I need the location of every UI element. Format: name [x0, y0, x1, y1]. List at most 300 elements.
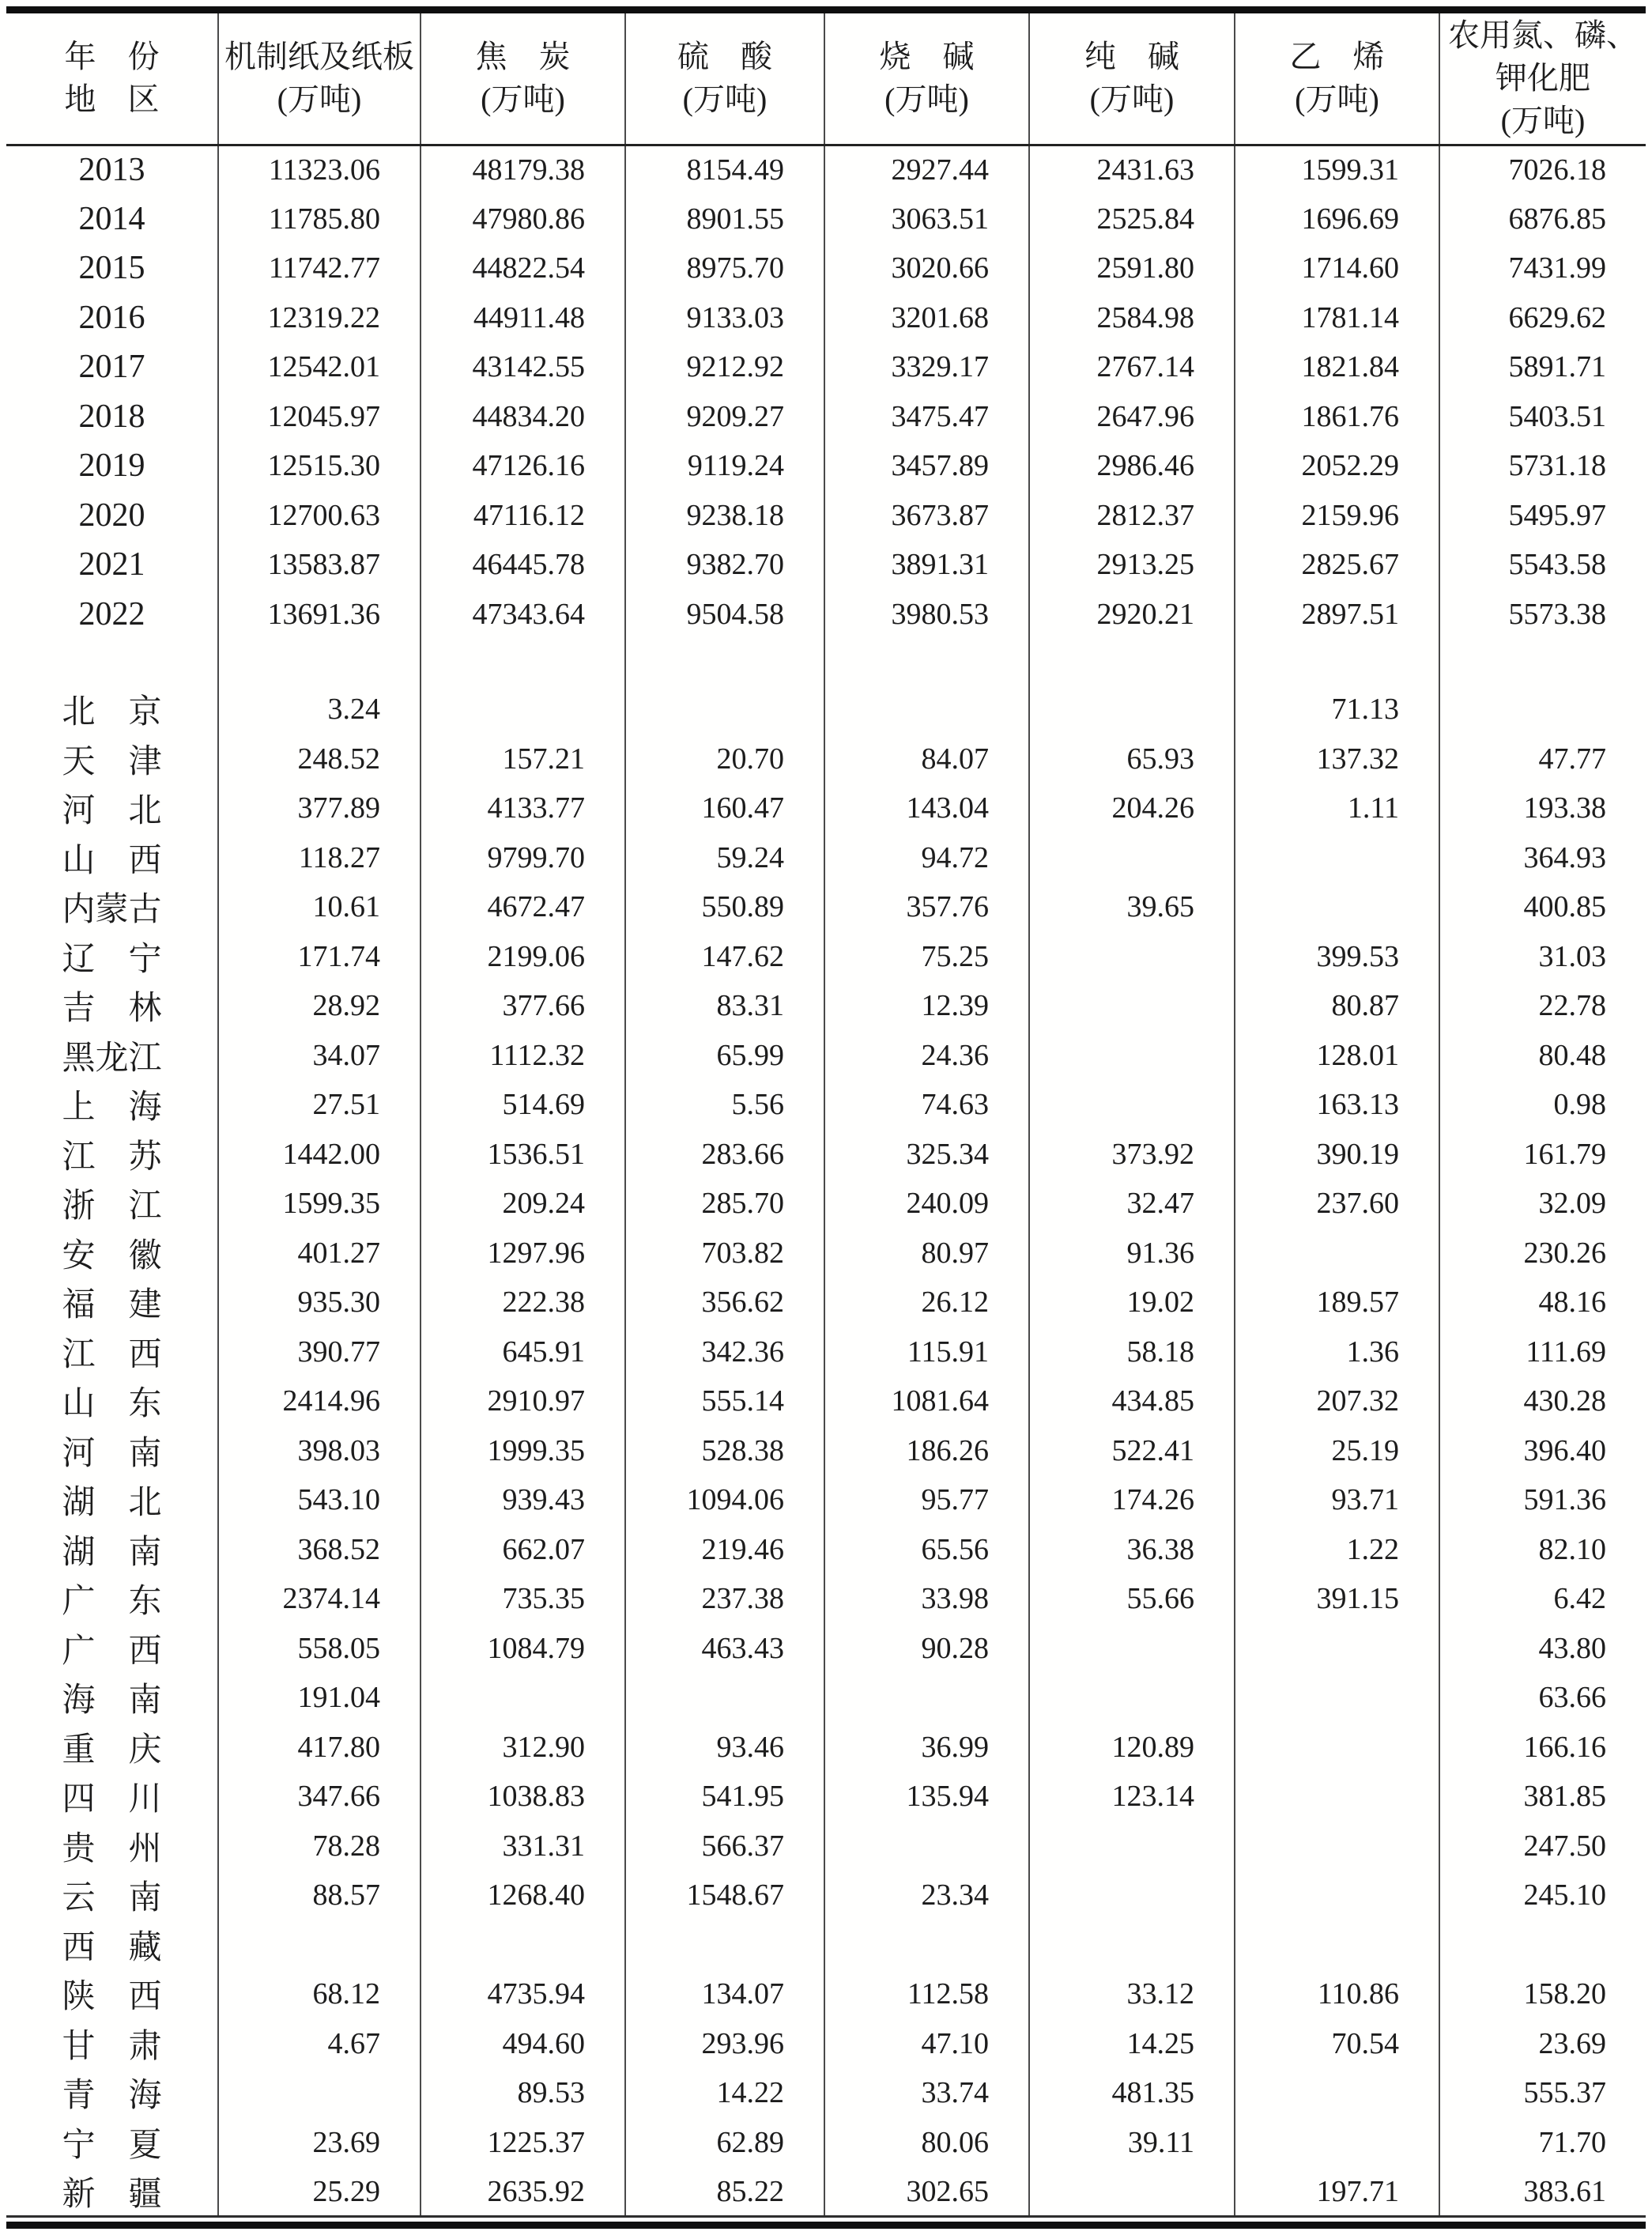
value-cell: 5891.71: [1439, 342, 1646, 392]
row-label: 辽 宁: [62, 941, 162, 978]
value-cell: 46445.78: [421, 540, 625, 590]
value-cell: 6876.85: [1439, 194, 1646, 244]
row-label: 广 东: [62, 1584, 162, 1621]
row-label: 江 苏: [62, 1138, 162, 1176]
value-cell: 2647.96: [1029, 392, 1235, 442]
value-cell: 566.37: [625, 1822, 824, 1871]
row-label: 江 西: [62, 1336, 162, 1373]
value-cell: 390.19: [1235, 1130, 1439, 1180]
value-cell: 463.43: [625, 1624, 824, 1674]
value-cell: 34.07: [218, 1031, 421, 1081]
column-header-sulfuric: [625, 13, 824, 145]
value-cell: 204.26: [1029, 783, 1235, 833]
value-cell: 5495.97: [1439, 491, 1646, 541]
header-line: 钾化肥: [1495, 60, 1590, 96]
value-cell: 84.07: [824, 734, 1029, 784]
value-cell: 14.25: [1029, 2019, 1235, 2069]
value-cell: 2812.37: [1029, 491, 1235, 541]
value-cell: 161.79: [1439, 1130, 1646, 1180]
value-cell: 14.22: [625, 2068, 824, 2118]
value-cell: 33.12: [1029, 1969, 1235, 2019]
region-row: [6, 1772, 1646, 1822]
value-cell: 3020.66: [824, 244, 1029, 293]
value-cell: 137.32: [1235, 734, 1439, 784]
value-cell: 36.38: [1029, 1525, 1235, 1575]
region-row: [6, 2118, 1646, 2168]
value-cell: 939.43: [421, 1475, 625, 1525]
value-cell: 186.26: [824, 1426, 1029, 1476]
region-row: [6, 1920, 1646, 1970]
value-cell: 4.67: [218, 2019, 421, 2069]
value-cell: [1439, 1920, 1646, 1970]
row-label: 四 川: [62, 1781, 162, 1818]
value-cell: 62.89: [625, 2118, 824, 2168]
value-cell: 43.80: [1439, 1624, 1646, 1674]
value-cell: 2767.14: [1029, 342, 1235, 392]
value-cell: 1442.00: [218, 1130, 421, 1180]
value-cell: [1235, 1229, 1439, 1278]
region-row: [6, 1624, 1646, 1674]
region-row: [6, 1426, 1646, 1476]
region-row: [6, 734, 1646, 784]
value-cell: 163.13: [1235, 1080, 1439, 1130]
value-cell: 331.31: [421, 1822, 625, 1871]
row-label: 天 津: [62, 743, 162, 780]
value-cell: 80.06: [824, 2118, 1029, 2168]
production-table: [6, 13, 1646, 2218]
value-cell: 85.22: [625, 2167, 824, 2217]
value-cell: 80.97: [824, 1229, 1029, 1278]
spacer-cell: [1439, 639, 1646, 685]
value-cell: 430.28: [1439, 1376, 1646, 1426]
value-cell: 2897.51: [1235, 590, 1439, 640]
row-label: 2014: [78, 200, 145, 237]
value-cell: 3329.17: [824, 342, 1029, 392]
value-cell: 373.92: [1029, 1130, 1235, 1180]
value-cell: 383.61: [1439, 2167, 1646, 2217]
spacer-cell: [1029, 639, 1235, 685]
region-row: [6, 1179, 1646, 1229]
value-cell: 6629.62: [1439, 293, 1646, 343]
row-label: 黑龙江: [62, 1040, 162, 1077]
value-cell: [1029, 1871, 1235, 1920]
column-header-ethylene: [1235, 13, 1439, 145]
value-cell: 197.71: [1235, 2167, 1439, 2217]
value-cell: 65.93: [1029, 734, 1235, 784]
value-cell: 342.36: [625, 1327, 824, 1377]
value-cell: 5573.38: [1439, 590, 1646, 640]
value-cell: [1029, 1080, 1235, 1130]
row-label: 河 北: [62, 793, 162, 830]
value-cell: [1029, 1031, 1235, 1081]
value-cell: 47.77: [1439, 734, 1646, 784]
value-cell: 1225.37: [421, 2118, 625, 2168]
region-row: [6, 1278, 1646, 1327]
header-line: (万吨): [1500, 103, 1586, 139]
row-label: 内蒙古: [62, 892, 162, 929]
region-row: [6, 685, 1646, 734]
value-cell: 514.69: [421, 1080, 625, 1130]
value-cell: 2927.44: [824, 145, 1029, 194]
header-line: 纯 碱: [1084, 39, 1179, 75]
value-cell: [1029, 1920, 1235, 1970]
region-row: [6, 1871, 1646, 1920]
value-cell: 63.66: [1439, 1673, 1646, 1723]
value-cell: 135.94: [824, 1772, 1029, 1822]
value-cell: 522.41: [1029, 1426, 1235, 1476]
header-line: 烧 碱: [879, 39, 975, 75]
value-cell: 312.90: [421, 1723, 625, 1773]
value-cell: 935.30: [218, 1278, 421, 1327]
value-cell: 381.85: [1439, 1772, 1646, 1822]
header-line: 乙 烯: [1289, 39, 1385, 75]
value-cell: 645.91: [421, 1327, 625, 1377]
value-cell: 70.54: [1235, 2019, 1439, 2069]
region-row: [6, 1376, 1646, 1426]
value-cell: [1235, 1920, 1439, 1970]
value-cell: 143.04: [824, 783, 1029, 833]
value-cell: 283.66: [625, 1130, 824, 1180]
value-cell: [1235, 1772, 1439, 1822]
column-header-soda_ash: [1029, 13, 1235, 145]
value-cell: 8154.49: [625, 145, 824, 194]
row-label: 2018: [78, 398, 145, 435]
value-cell: 391.15: [1235, 1574, 1439, 1624]
value-cell: 9382.70: [625, 540, 824, 590]
year-row: [6, 145, 1646, 194]
value-cell: 1081.64: [824, 1376, 1029, 1426]
column-header-paper: [218, 13, 421, 145]
value-cell: 11323.06: [218, 145, 421, 194]
value-cell: 91.36: [1029, 1229, 1235, 1278]
value-cell: 157.21: [421, 734, 625, 784]
value-cell: 120.89: [1029, 1723, 1235, 1773]
value-cell: 2825.67: [1235, 540, 1439, 590]
value-cell: 494.60: [421, 2019, 625, 2069]
value-cell: 12319.22: [218, 293, 421, 343]
value-cell: [1235, 2118, 1439, 2168]
value-cell: 5.56: [625, 1080, 824, 1130]
value-cell: [625, 1920, 824, 1970]
value-cell: 237.38: [625, 1574, 824, 1624]
header-line: 硫 酸: [677, 39, 772, 75]
value-cell: 0.98: [1439, 1080, 1646, 1130]
spacer-cell: [421, 639, 625, 685]
value-cell: [1029, 1822, 1235, 1871]
value-cell: 47126.16: [421, 441, 625, 491]
value-cell: 357.76: [824, 882, 1029, 932]
row-label: 湖 南: [62, 1534, 162, 1571]
value-cell: 2920.21: [1029, 590, 1235, 640]
value-cell: 1094.06: [625, 1475, 824, 1525]
value-cell: 356.62: [625, 1278, 824, 1327]
value-cell: 12700.63: [218, 491, 421, 541]
value-cell: 93.71: [1235, 1475, 1439, 1525]
value-cell: 13583.87: [218, 540, 421, 590]
value-cell: 230.26: [1439, 1229, 1646, 1278]
value-cell: 417.80: [218, 1723, 421, 1773]
row-label: 青 海: [62, 2078, 162, 2115]
value-cell: 591.36: [1439, 1475, 1646, 1525]
year-row: [6, 342, 1646, 392]
value-cell: 368.52: [218, 1525, 421, 1575]
spacer-cell: [1235, 639, 1439, 685]
row-label: 山 西: [62, 842, 162, 879]
value-cell: 2052.29: [1235, 441, 1439, 491]
value-cell: 555.14: [625, 1376, 824, 1426]
value-cell: 222.38: [421, 1278, 625, 1327]
value-cell: 75.25: [824, 932, 1029, 982]
spacer-cell: [824, 639, 1029, 685]
value-cell: 1781.14: [1235, 293, 1439, 343]
year-row: [6, 194, 1646, 244]
value-cell: 1.22: [1235, 1525, 1439, 1575]
value-cell: 78.28: [218, 1822, 421, 1871]
region-row: [6, 1822, 1646, 1871]
row-label: 宁 夏: [62, 2127, 162, 2164]
value-cell: 5543.58: [1439, 540, 1646, 590]
value-cell: 12542.01: [218, 342, 421, 392]
value-cell: [1439, 685, 1646, 734]
row-label: 2022: [78, 595, 145, 632]
value-cell: 25.29: [218, 2167, 421, 2217]
value-cell: 1.36: [1235, 1327, 1439, 1377]
value-cell: 1536.51: [421, 1130, 625, 1180]
value-cell: 528.38: [625, 1426, 824, 1476]
value-cell: 1548.67: [625, 1871, 824, 1920]
value-cell: 191.04: [218, 1673, 421, 1723]
value-cell: [1029, 1673, 1235, 1723]
value-cell: 400.85: [1439, 882, 1646, 932]
value-cell: 2199.06: [421, 932, 625, 982]
value-cell: 1599.35: [218, 1179, 421, 1229]
value-cell: 26.12: [824, 1278, 1029, 1327]
region-row: [6, 1327, 1646, 1377]
value-cell: 27.51: [218, 1080, 421, 1130]
value-cell: [218, 2068, 421, 2118]
value-cell: 377.89: [218, 783, 421, 833]
row-label: 海 南: [62, 1682, 162, 1720]
value-cell: 25.19: [1235, 1426, 1439, 1476]
table-top-rule: [6, 6, 1646, 13]
value-cell: 32.47: [1029, 1179, 1235, 1229]
value-cell: 10.61: [218, 882, 421, 932]
value-cell: [1235, 1871, 1439, 1920]
column-header-year-region: [6, 13, 218, 145]
value-cell: 3980.53: [824, 590, 1029, 640]
value-cell: 2431.63: [1029, 145, 1235, 194]
region-row: [6, 1673, 1646, 1723]
value-cell: 1268.40: [421, 1871, 625, 1920]
value-cell: 9799.70: [421, 833, 625, 883]
value-cell: 55.66: [1029, 1574, 1235, 1624]
row-label: 重 庆: [62, 1731, 162, 1769]
value-cell: 44911.48: [421, 293, 625, 343]
row-label: 2021: [78, 546, 145, 583]
value-cell: 4133.77: [421, 783, 625, 833]
value-cell: 47116.12: [421, 491, 625, 541]
row-label: 安 徽: [62, 1237, 162, 1274]
year-row: [6, 441, 1646, 491]
header-line: (万吨): [1089, 81, 1175, 118]
value-cell: 115.91: [824, 1327, 1029, 1377]
value-cell: [421, 1920, 625, 1970]
region-row: [6, 932, 1646, 982]
value-cell: 543.10: [218, 1475, 421, 1525]
spacer-cell: [625, 639, 824, 685]
value-cell: 12045.97: [218, 392, 421, 442]
value-cell: [1235, 1624, 1439, 1674]
value-cell: 1297.96: [421, 1229, 625, 1278]
region-row: [6, 1229, 1646, 1278]
row-label: 云 南: [62, 1880, 162, 1917]
header-line: 地 区: [64, 81, 160, 118]
value-cell: 65.56: [824, 1525, 1029, 1575]
value-cell: 1714.60: [1235, 244, 1439, 293]
value-cell: [218, 1920, 421, 1970]
value-cell: 13691.36: [218, 590, 421, 640]
value-cell: 147.62: [625, 932, 824, 982]
value-cell: 293.96: [625, 2019, 824, 2069]
value-cell: 399.53: [1235, 932, 1439, 982]
region-row: [6, 1723, 1646, 1773]
row-label: 广 西: [62, 1633, 162, 1670]
value-cell: 1.11: [1235, 783, 1439, 833]
value-cell: 47343.64: [421, 590, 625, 640]
value-cell: 59.24: [625, 833, 824, 883]
value-cell: 174.26: [1029, 1475, 1235, 1525]
value-cell: 28.92: [218, 981, 421, 1031]
region-row: [6, 1525, 1646, 1575]
value-cell: 237.60: [1235, 1179, 1439, 1229]
value-cell: 3457.89: [824, 441, 1029, 491]
value-cell: 5403.51: [1439, 392, 1646, 442]
region-row: [6, 981, 1646, 1031]
value-cell: 48.16: [1439, 1278, 1646, 1327]
year-row: [6, 491, 1646, 541]
value-cell: 12515.30: [218, 441, 421, 491]
value-cell: 82.10: [1439, 1525, 1646, 1575]
value-cell: 166.16: [1439, 1723, 1646, 1773]
value-cell: 735.35: [421, 1574, 625, 1624]
value-cell: 48179.38: [421, 145, 625, 194]
value-cell: 80.87: [1235, 981, 1439, 1031]
value-cell: 3475.47: [824, 392, 1029, 442]
row-label: 北 京: [62, 694, 162, 731]
value-cell: 58.18: [1029, 1327, 1235, 1377]
row-label: 吉 林: [62, 991, 162, 1028]
value-cell: 2910.97: [421, 1376, 625, 1426]
region-row: [6, 882, 1646, 932]
value-cell: 325.34: [824, 1130, 1029, 1180]
value-cell: 240.09: [824, 1179, 1029, 1229]
value-cell: 219.46: [625, 1525, 824, 1575]
region-row: [6, 1130, 1646, 1180]
value-cell: 347.66: [218, 1772, 421, 1822]
value-cell: 7026.18: [1439, 145, 1646, 194]
value-cell: 44822.54: [421, 244, 625, 293]
header-line: 年 份: [64, 39, 160, 75]
value-cell: [1029, 981, 1235, 1031]
header-line: 焦 炭: [475, 39, 571, 75]
row-label: 2017: [78, 349, 145, 386]
value-cell: 2414.96: [218, 1376, 421, 1426]
value-cell: 31.03: [1439, 932, 1646, 982]
value-cell: 1999.35: [421, 1426, 625, 1476]
value-cell: 2525.84: [1029, 194, 1235, 244]
row-label: 湖 北: [62, 1485, 162, 1522]
value-cell: 44834.20: [421, 392, 625, 442]
value-cell: 2584.98: [1029, 293, 1235, 343]
value-cell: 1821.84: [1235, 342, 1439, 392]
value-cell: 71.13: [1235, 685, 1439, 734]
value-cell: [1029, 833, 1235, 883]
value-cell: 8975.70: [625, 244, 824, 293]
value-cell: 193.38: [1439, 783, 1646, 833]
value-cell: 111.69: [1439, 1327, 1646, 1377]
value-cell: 47980.86: [421, 194, 625, 244]
value-cell: 90.28: [824, 1624, 1029, 1674]
table-bottom-rule: [6, 2222, 1646, 2229]
value-cell: 209.24: [421, 1179, 625, 1229]
value-cell: 171.74: [218, 932, 421, 982]
value-cell: 3201.68: [824, 293, 1029, 343]
value-cell: [824, 685, 1029, 734]
spacer-cell: [6, 639, 218, 685]
value-cell: 12.39: [824, 981, 1029, 1031]
value-cell: [1029, 2167, 1235, 2217]
value-cell: 123.14: [1029, 1772, 1235, 1822]
value-cell: 160.47: [625, 783, 824, 833]
value-cell: 33.74: [824, 2068, 1029, 2118]
value-cell: 364.93: [1439, 833, 1646, 883]
value-cell: 83.31: [625, 981, 824, 1031]
region-row: [6, 1031, 1646, 1081]
region-row: [6, 2019, 1646, 2069]
value-cell: 43142.55: [421, 342, 625, 392]
value-cell: 9238.18: [625, 491, 824, 541]
value-cell: 2635.92: [421, 2167, 625, 2217]
header-line: 农用氮、磷、: [1448, 17, 1638, 54]
value-cell: 93.46: [625, 1723, 824, 1773]
value-cell: [1235, 833, 1439, 883]
value-cell: [1235, 1822, 1439, 1871]
value-cell: 134.07: [625, 1969, 824, 2019]
value-cell: 2986.46: [1029, 441, 1235, 491]
row-label: 西 藏: [62, 1929, 162, 1966]
value-cell: [625, 685, 824, 734]
row-label: 福 建: [62, 1287, 162, 1324]
row-label: 新 疆: [62, 2176, 162, 2213]
year-row: [6, 392, 1646, 442]
value-cell: 2374.14: [218, 1574, 421, 1624]
value-cell: 80.48: [1439, 1031, 1646, 1081]
column-header-caustic: [824, 13, 1029, 145]
value-cell: 118.27: [218, 833, 421, 883]
value-cell: [1235, 1673, 1439, 1723]
spacer-row: [6, 639, 1646, 685]
value-cell: 401.27: [218, 1229, 421, 1278]
row-label: 2013: [78, 152, 145, 188]
value-cell: 189.57: [1235, 1278, 1439, 1327]
header-line: (万吨): [1295, 81, 1379, 118]
value-cell: 88.57: [218, 1871, 421, 1920]
value-cell: 20.70: [625, 734, 824, 784]
value-cell: 110.86: [1235, 1969, 1439, 2019]
value-cell: 11785.80: [218, 194, 421, 244]
header-line: (万吨): [277, 81, 362, 118]
value-cell: 39.65: [1029, 882, 1235, 932]
